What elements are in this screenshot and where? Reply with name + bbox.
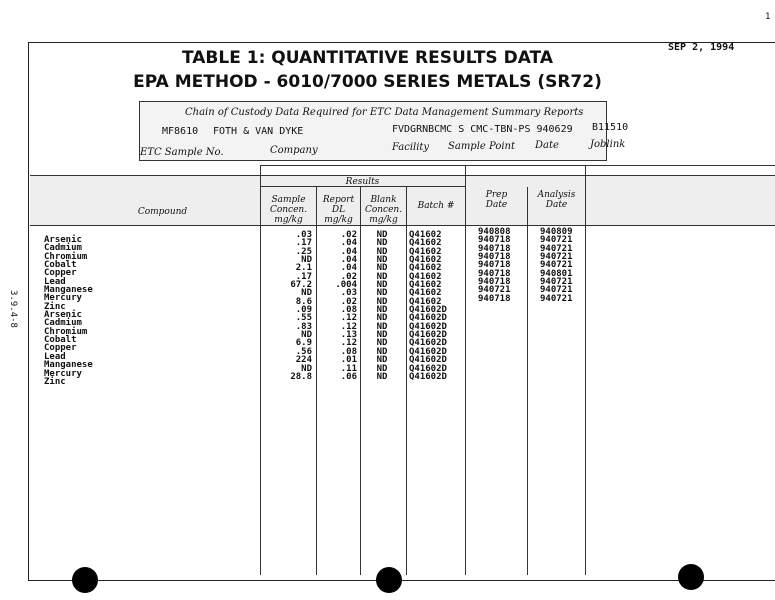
custody-facility-code: FVDGRNBCMC S CMC-TBN-PS 940629: [392, 124, 573, 135]
cell-dl: .08: [340, 305, 357, 316]
cell-analysis: 940801: [540, 268, 573, 279]
cell-sample: .17: [295, 238, 312, 249]
compound-column: [44, 236, 93, 386]
cell-batch: Q41602: [409, 230, 442, 240]
cell-blank: ND: [376, 263, 388, 274]
cell-batch: Q41602: [409, 263, 442, 274]
cell-compound: Manganese: [44, 360, 93, 371]
cell-batch: Q41602: [409, 255, 442, 266]
rule: [260, 165, 261, 575]
cell-compound: Chromium: [44, 251, 88, 262]
cell-prep: 940718: [478, 235, 511, 246]
cell-blank: ND: [376, 238, 388, 249]
cell-analysis: 940721: [540, 235, 573, 246]
cell-batch: Q41602D: [409, 305, 447, 316]
cell-batch: Q41602D: [409, 338, 447, 349]
rule: [260, 165, 775, 166]
side-page-note: 3.9.4-8: [8, 290, 18, 328]
label-date: Date: [535, 140, 559, 151]
cell-blank: ND: [376, 321, 388, 332]
cell-sample: 6.9: [295, 338, 312, 349]
cell-compound: Mercury: [44, 293, 82, 304]
cell-batch: Q41602D: [409, 321, 447, 332]
cell-sample: .03: [295, 230, 312, 240]
cell-sample: 224: [295, 355, 312, 366]
cell-dl: .01: [340, 355, 357, 366]
cell-compound: Lead: [44, 351, 66, 362]
header-compound: Compound: [137, 207, 188, 217]
cell-compound: Cadmium: [44, 318, 82, 329]
binder-hole: [376, 567, 402, 593]
cell-dl: .04: [340, 255, 357, 266]
custody-heading: Chain of Custody Data Required for ETC Data Management Summary Reports: [185, 107, 584, 118]
cell-sample: 2.1: [295, 263, 312, 274]
cell-batch: Q41602D: [409, 313, 447, 324]
cell-analysis: 940721: [540, 243, 573, 254]
cell-analysis: 940721: [540, 293, 573, 304]
rule: [527, 187, 528, 575]
cell-batch: Q41602D: [409, 330, 447, 341]
cell-blank: ND: [376, 330, 388, 341]
page-corner-mark: 1: [765, 12, 771, 22]
cell-compound: Chromium: [44, 326, 88, 337]
custody-company: FOTH & VAN DYKE: [213, 126, 304, 137]
cell-dl: .08: [340, 346, 357, 357]
cell-compound: Cadmium: [44, 243, 82, 254]
cell-blank: ND: [376, 246, 388, 257]
cell-dl: .12: [340, 338, 357, 349]
cell-compound: Zinc: [44, 376, 66, 387]
cell-dl: .004: [335, 280, 357, 291]
cell-dl: .13: [340, 330, 357, 341]
cell-sample: ND: [301, 255, 312, 266]
cell-blank: ND: [376, 338, 388, 349]
cell-sample: 28.8: [290, 371, 312, 382]
cell-dl: .11: [340, 363, 357, 374]
title-line-1: TABLE 1: QUANTITATIVE RESULTS DATA: [182, 48, 553, 68]
binder-hole: [72, 567, 98, 593]
label-sample-point: Sample Point: [448, 141, 515, 152]
header-prep-date: Prep Date: [485, 190, 508, 210]
cell-batch: Q41602: [409, 296, 442, 307]
cell-batch: Q41602: [409, 271, 442, 282]
cell-compound: Zinc: [44, 301, 66, 312]
cell-blank: ND: [376, 305, 388, 316]
cell-batch: Q41602D: [409, 346, 447, 357]
cell-prep: 940718: [478, 293, 511, 304]
rule: [465, 165, 466, 575]
rule: [30, 175, 775, 176]
analysis-date-column: [540, 228, 573, 303]
cell-prep: 940718: [478, 277, 511, 288]
cell-compound: Copper: [44, 268, 77, 279]
header-report-dl: Report DL mg/kg: [322, 195, 355, 225]
cell-sample: .56: [295, 346, 312, 357]
cell-dl: .02: [340, 296, 357, 307]
cell-blank: ND: [376, 288, 388, 299]
cell-prep: 940718: [478, 243, 511, 254]
cell-sample: .83: [295, 321, 312, 332]
cell-analysis: 940721: [540, 260, 573, 271]
cell-dl: .12: [340, 313, 357, 324]
cell-dl: .02: [340, 230, 357, 240]
cell-batch: Q41602: [409, 238, 442, 249]
cell-batch: Q41602D: [409, 355, 447, 366]
rule: [360, 187, 361, 575]
cell-dl: .03: [340, 288, 357, 299]
cell-dl: .04: [340, 246, 357, 257]
sample-concen-column: [262, 231, 312, 381]
cell-blank: ND: [376, 313, 388, 324]
cell-sample: .09: [295, 305, 312, 316]
cell-prep: 940718: [478, 252, 511, 263]
cell-prep: 940721: [478, 285, 511, 296]
rule: [585, 165, 586, 575]
cell-blank: ND: [376, 355, 388, 366]
custody-joblink: B11510: [592, 122, 629, 133]
header-sample-concen: Sample Concen. mg/kg: [269, 195, 308, 225]
rule: [406, 187, 407, 575]
batch-column: [409, 231, 447, 381]
report-date: SEP 2, 1994: [668, 42, 735, 53]
cell-batch: Q41602: [409, 246, 442, 257]
cell-batch: Q41602: [409, 280, 442, 291]
cell-compound: Arsenic: [44, 310, 82, 321]
binder-hole: [678, 564, 704, 590]
cell-prep: 940718: [478, 268, 511, 279]
cell-batch: Q41602D: [409, 363, 447, 374]
cell-compound: Arsenic: [44, 235, 82, 245]
cell-blank: ND: [376, 363, 388, 374]
cell-blank: ND: [376, 280, 388, 291]
cell-compound: Copper: [44, 343, 77, 354]
cell-sample: ND: [301, 330, 312, 341]
cell-dl: .12: [340, 321, 357, 332]
cell-compound: Cobalt: [44, 335, 77, 346]
header-results: Results: [345, 177, 380, 187]
cell-dl: .04: [340, 238, 357, 249]
cell-sample: ND: [301, 288, 312, 299]
cell-analysis: 940721: [540, 252, 573, 263]
cell-sample: .17: [295, 271, 312, 282]
cell-blank: ND: [376, 346, 388, 357]
title-line-2: EPA METHOD - 6010/7000 SERIES METALS (SR72): [133, 72, 602, 92]
cell-blank: ND: [376, 255, 388, 266]
cell-sample: .25: [295, 246, 312, 257]
cell-sample: ND: [301, 363, 312, 374]
cell-analysis: 940721: [540, 277, 573, 288]
cell-sample: 67.2: [290, 280, 312, 291]
cell-prep: 940718: [478, 260, 511, 271]
header-batch: Batch #: [417, 201, 455, 211]
cell-sample: 8.6: [295, 296, 312, 307]
cell-compound: Cobalt: [44, 260, 77, 271]
cell-sample: .55: [295, 313, 312, 324]
cell-blank: ND: [376, 230, 388, 240]
report-dl-column: [316, 231, 357, 381]
cell-blank: ND: [376, 296, 388, 307]
cell-compound: Lead: [44, 276, 66, 287]
cell-dl: .02: [340, 271, 357, 282]
cell-analysis: 940721: [540, 285, 573, 296]
cell-batch: Q41602D: [409, 371, 447, 382]
label-facility: Facility: [392, 142, 430, 153]
label-sample-no: ETC Sample No.: [140, 147, 224, 158]
rule: [30, 225, 775, 226]
cell-compound: Mercury: [44, 368, 82, 379]
label-company: Company: [270, 145, 318, 156]
cell-analysis: 940809: [540, 227, 573, 237]
cell-blank: ND: [376, 371, 388, 382]
custody-sample-no: MF8610: [162, 126, 199, 137]
blank-concen-column: [362, 231, 402, 381]
cell-compound: Manganese: [44, 285, 93, 296]
prep-date-column: [478, 228, 511, 303]
cell-batch: Q41602: [409, 288, 442, 299]
cell-dl: .04: [340, 263, 357, 274]
header-blank-concen: Blank Concen. mg/kg: [364, 195, 403, 225]
cell-dl: .06: [340, 371, 357, 382]
cell-blank: ND: [376, 271, 388, 282]
cell-prep: 940808: [478, 227, 511, 237]
header-analysis-date: Analysis Date: [537, 190, 576, 210]
label-joblink: Joblink: [590, 139, 626, 150]
